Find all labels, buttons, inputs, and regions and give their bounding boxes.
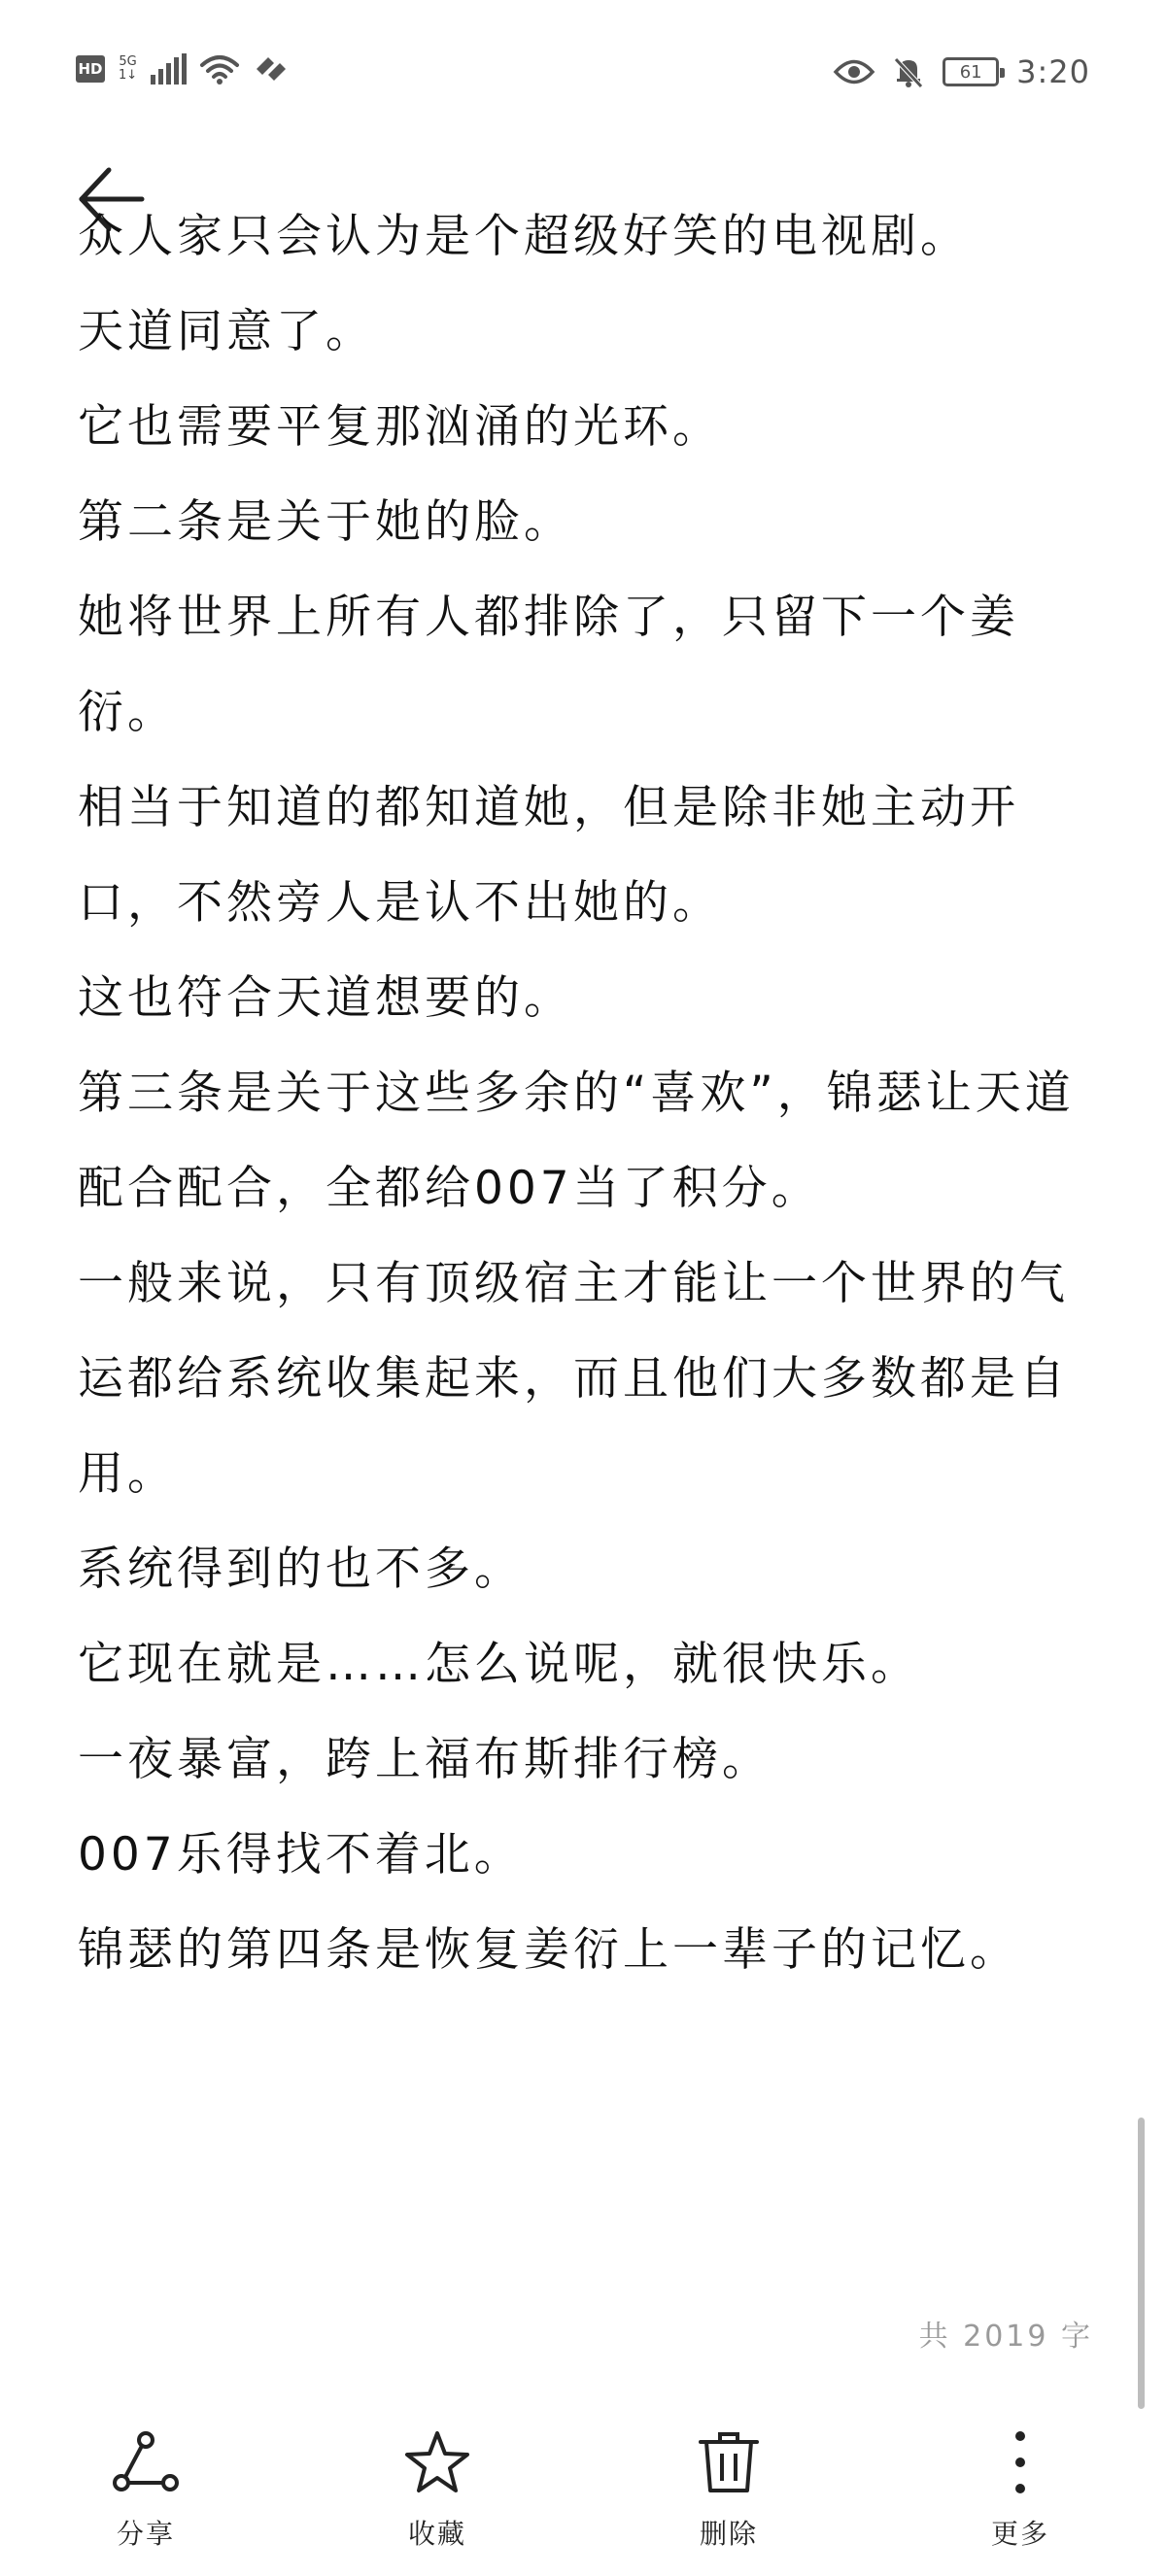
word-count: 共 2019 字 xyxy=(918,2320,1093,2354)
network-indicator xyxy=(119,55,137,83)
clock: 3:20 xyxy=(1016,53,1090,90)
star-icon xyxy=(403,2428,471,2496)
trash-icon xyxy=(695,2428,763,2496)
paragraph: 她将世界上所有人都排除了，只留下一个姜衍。 xyxy=(78,591,1019,739)
paragraph: 它也需要平复那汹涌的光环。 xyxy=(78,400,722,454)
paragraph: 众人家只会认为是个超级好笑的电视剧。 xyxy=(78,210,970,263)
paragraph: 系统得到的也不多。 xyxy=(78,1542,524,1596)
hotspot-icon xyxy=(253,53,290,85)
paragraph: 007乐得找不着北。 xyxy=(78,1828,524,1881)
note-content[interactable] xyxy=(78,210,1108,2098)
paragraph: 第二条是关于她的脸。 xyxy=(78,495,573,549)
paragraph: 一夜暴富，跨上福布斯排行榜。 xyxy=(78,1733,772,1786)
eye-icon xyxy=(834,57,874,86)
paragraph: 相当于知道的都知道她，但是除非她主动开口，不然旁人是认不出她的。 xyxy=(78,781,1019,930)
hd-icon: HD xyxy=(76,55,105,83)
paragraph: 它现在就是……怎么说呢，就很快乐。 xyxy=(78,1638,920,1691)
share-icon xyxy=(112,2428,180,2496)
wifi-icon xyxy=(200,53,239,85)
status-left xyxy=(76,53,290,85)
paragraph: 锦瑟的第四条是恢复姜衍上一辈子的记忆。 xyxy=(78,1923,1019,1977)
paragraph: 第三条是关于这些多余的“喜欢”，锦瑟让天道配合配合，全都给007当了积分。 xyxy=(78,1067,1075,1215)
scrollbar[interactable] xyxy=(1138,2118,1145,2409)
network-sub-label: 1↓ xyxy=(119,68,138,83)
share-button[interactable] xyxy=(0,2423,292,2576)
more-button[interactable] xyxy=(874,2423,1166,2576)
status-bar xyxy=(0,0,1166,146)
paragraph: 天道同意了。 xyxy=(78,305,375,358)
favorite-button[interactable] xyxy=(292,2423,583,2576)
more-vertical-icon xyxy=(986,2428,1054,2496)
more-label: 更多 xyxy=(990,2518,1049,2550)
paragraph: 一般来说，只有顶级宿主才能让一个世界的气运都给系统收集起来，而且他们大多数都是自用。 xyxy=(78,1257,1069,1501)
mute-bell-icon xyxy=(892,55,925,88)
delete-label: 删除 xyxy=(699,2518,758,2550)
share-label: 分享 xyxy=(116,2518,175,2550)
battery-icon: 61 xyxy=(943,57,999,86)
favorite-label: 收藏 xyxy=(407,2518,466,2550)
network-label: 5G xyxy=(119,54,137,69)
delete-button[interactable] xyxy=(583,2423,874,2576)
note-content-inner xyxy=(78,189,1108,1998)
signal-icon xyxy=(151,53,187,85)
bottom-toolbar xyxy=(0,2423,1166,2576)
status-right xyxy=(834,53,1090,90)
paragraph: 这也符合天道想要的。 xyxy=(78,971,573,1025)
